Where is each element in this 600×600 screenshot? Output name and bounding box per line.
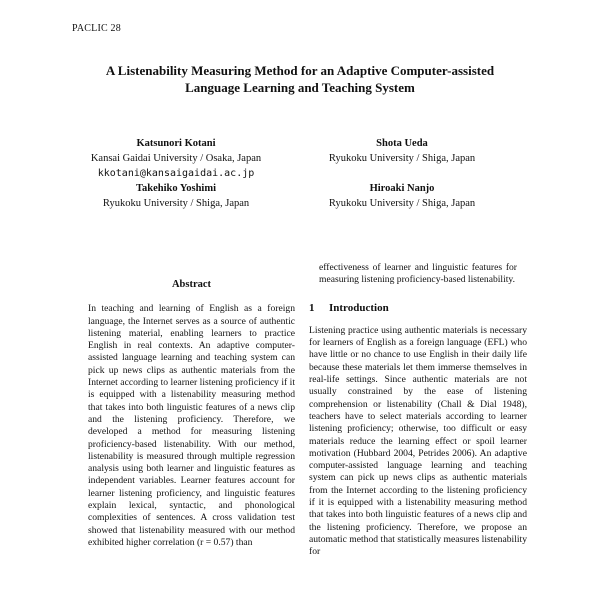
conference-header: PACLIC 28: [72, 23, 121, 34]
abstract-continuation: effectiveness of learner and linguistic features for measuring listening proficiency-based listenability.: [319, 262, 517, 286]
abstract-heading: Abstract: [171, 279, 212, 290]
author-affiliation: Kansai Gaidai University / Osaka, Japan: [90, 153, 262, 164]
paper-title: [40, 62, 560, 96]
title-line-1: A Listenability Measuring Method for an Adaptive Computer-assisted: [105, 63, 495, 78]
left-column: [88, 279, 295, 549]
author-ueda: [272, 136, 532, 166]
author-yoshimi: [46, 181, 306, 211]
author-name: Katsunori Kotani: [136, 138, 216, 149]
section-number: 1: [309, 301, 315, 314]
section-heading-introduction: [309, 302, 527, 314]
author-affiliation: Ryukoku University / Shiga, Japan: [328, 198, 476, 209]
title-line-2: Language Learning and Teaching System: [185, 80, 415, 95]
author-affiliation: Ryukoku University / Shiga, Japan: [328, 153, 476, 164]
author-email[interactable]: kkotani@kansaigaidai.ac.jp: [97, 168, 255, 179]
abstract-text: In teaching and learning of English as a foreign language, the Internet serves as a source of authentic listening material, enabling learners to practice English in real contexts. An adaptive computer-assisted language learning and teaching system can pick up news clips as authentic materials from the Internet according to learner listening proficiency if it is equipped with a listenability measuring method that takes into both linguistic features of a news clip and the listening proficiency. Therefore, we developed a method for measuring listening proficiency-based listenability. With our method, listenability is measured through multiple regression analysis using both learner and linguistic features as independent variables. Learner features account for learner listening proficiency, and linguistic features explain lexical, syntactic, and phonological complexities of sentences. A cross validation test showed that listenability measured with our method exhibited higher correlation (r = 0.57) than: [88, 303, 295, 548]
author-nanjo: [272, 181, 532, 211]
right-column: [309, 262, 527, 559]
author-name: Hiroaki Nanjo: [369, 183, 435, 194]
introduction-text: Listening practice using authentic materials is necessary for learners of English as a foreign language (EFL) who have little or no chance to use English in their daily life because these materials let them immerse themselves in real-life settings. Since authentic materials are not usually constrained by the ease of listening comprehension or listenability (Chall & Dial 1948), teachers have to select materials according to learner listening proficiency; otherwise, too difficult or easy materials reduce the learning effect or spoil learner motivation (Hubbard 2004, Petrides 2006). An adaptive computer-assisted language learning and teaching system can pick up news clips as authentic materials from the Internet according to the listening proficiency if it is equipped with a listenability measuring method that takes into both linguistic features of a news clip and the listening proficiency. Therefore, we propose an automatic method that statistically measures listenability for: [309, 324, 527, 558]
section-title: Introduction: [329, 301, 389, 314]
author-name: Shota Ueda: [376, 138, 428, 149]
author-kotani: [46, 136, 306, 181]
author-affiliation: Ryukoku University / Shiga, Japan: [102, 198, 250, 209]
author-name: Takehiko Yoshimi: [135, 183, 217, 194]
